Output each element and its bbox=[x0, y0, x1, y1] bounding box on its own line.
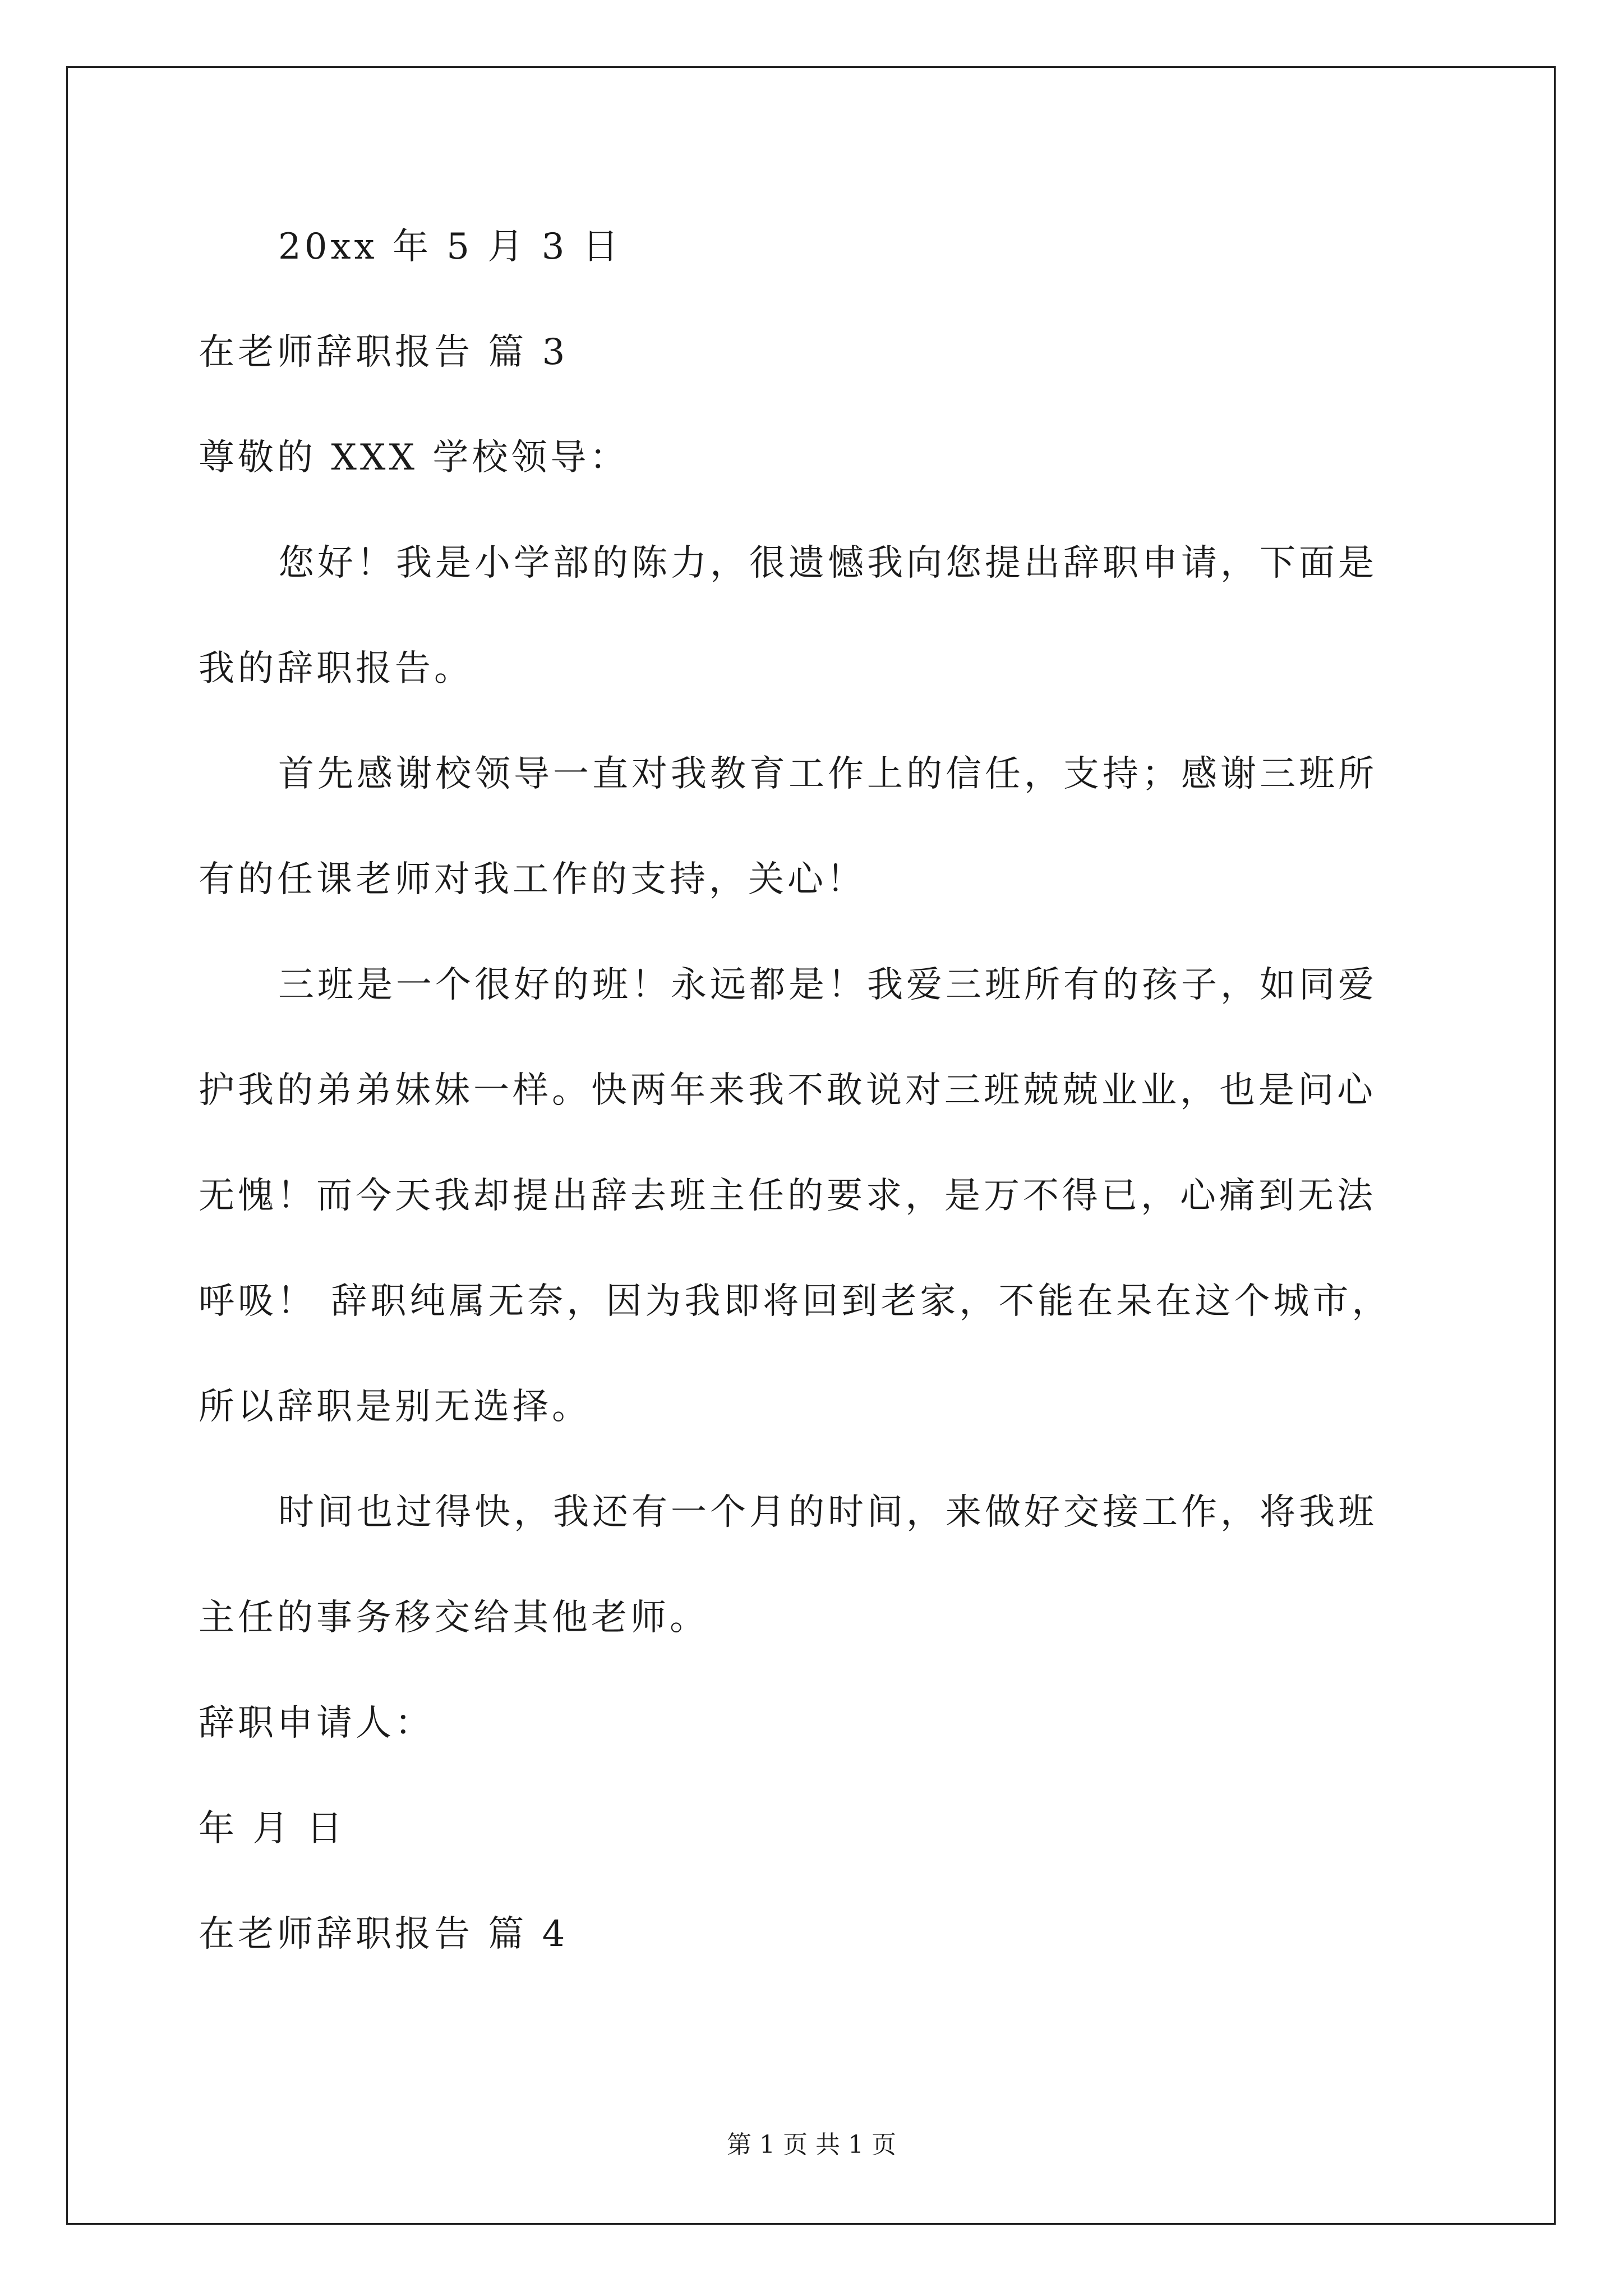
paragraph-line: 三班是一个很好的班！永远都是！我爱三班所有的孩子，如同爱 bbox=[278, 964, 1377, 1006]
section-heading-4: 在老师辞职报告 篇 4 bbox=[199, 1913, 569, 1955]
salutation: 尊敬的 XXX 学校领导： bbox=[199, 437, 629, 478]
paragraph-line: 护我的弟弟妹妹一样。快两年来我不敢说对三班兢兢业业，也是问心 bbox=[199, 1070, 1376, 1111]
paragraph-line: 有的任课老师对我工作的支持，关心！ bbox=[199, 859, 866, 900]
paragraph-line: 主任的事务移交给其他老师。 bbox=[199, 1597, 709, 1639]
page-border bbox=[66, 66, 1556, 2225]
paragraph-line: 您好！我是小学部的陈力，很遗憾我向您提出辞职申请，下面是 bbox=[278, 542, 1377, 584]
signature-label: 辞职申请人： bbox=[199, 1703, 434, 1744]
paragraph-line: 首先感谢校领导一直对我教育工作上的信任，支持；感谢三班所 bbox=[278, 753, 1377, 795]
paragraph-line: 时间也过得快，我还有一个月的时间，来做好交接工作，将我班 bbox=[278, 1492, 1377, 1533]
date-placeholder: 年 月 日 bbox=[199, 1808, 346, 1849]
date-line: 20xx 年 5 月 3 日 bbox=[278, 226, 622, 268]
paragraph-line: 呼吸！ 辞职纯属无奈，因为我即将回到老家，不能在呆在这个城市， bbox=[199, 1281, 1391, 1322]
paragraph-line: 我的辞职报告。 bbox=[199, 648, 473, 689]
section-heading-3: 在老师辞职报告 篇 3 bbox=[199, 332, 569, 373]
paragraph-line: 无愧！而今天我却提出辞去班主任的要求，是万不得已，心痛到无法 bbox=[199, 1175, 1376, 1217]
paragraph-line: 所以辞职是别无选择。 bbox=[199, 1386, 591, 1428]
page-footer: 第 1 页 共 1 页 bbox=[727, 2131, 896, 2159]
